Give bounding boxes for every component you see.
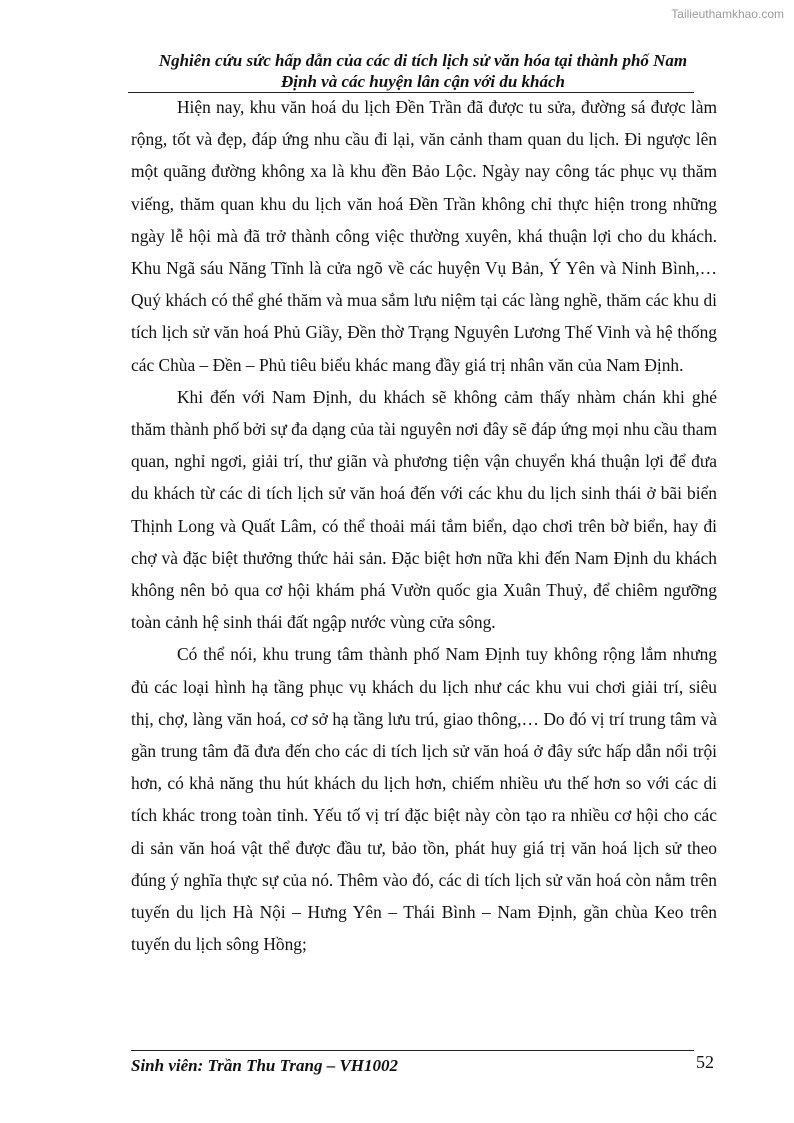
header-line-1: Nghiên cứu sức hấp dẫn của các di tích lịch sử văn hóa tại thành phố Nam — [158, 51, 688, 70]
paragraph-1: Hiện nay, khu văn hoá du lịch Đền Trần đã được tu sửa, đường sá được làm rộng, tốt và đẹp, đáp ứng nhu cầu đi lại, văn cảnh tham quan du lịch. Đi ngược lên một quãng đường không xa là khu đền Bảo Lộc. Ngày nay công tác phục vụ thăm viếng, thăm quan khu du lịch văn hoá Đền Trần không chỉ thực hiện trong những ngày lễ hội mà đã trở thành công việc thường xuyên, khá thuận lợi cho du khách. Khu Ngã sáu Năng Tĩnh là cửa ngõ về các huyện Vụ Bản, Ý Yên và Ninh Bình,… Quý khách có thể ghé thăm và mua sắm lưu niệm tại các làng nghề, thăm các khu di tích lịch sử văn hoá Phủ Giầy, Đền thờ Trạng Nguyên Lương Thế Vinh và hệ thống các Chùa – Đền – Phủ tiêu biểu khác mang đầy giá trị nhân văn của Nam Định. — [131, 97, 717, 375]
footer-divider — [131, 1050, 694, 1051]
paragraph-3: Có thể nói, khu trung tâm thành phố Nam Định tuy không rộng lắm nhưng đủ các loại hình hạ tầng phục vụ khách du lịch như các khu vui chơi giải trí, siêu thị, chợ, làng văn hoá, cơ sở hạ tầng lưu trú, giao thông,… Do đó vị trí trung tâm và gần trung tâm đã đưa đến cho các di tích lịch sử văn hoá ở đây sức hấp dẫn nổi trội hơn, có khả năng thu hút khách du lịch hơn, chiếm nhiều ưu thế hơn so với các di tích khác trong toàn tỉnh. Yếu tố vị trí đặc biệt này còn tạo ra nhiều cơ hội cho các di sản văn hoá vật thể được đầu tư, bảo tồn, phát huy giá trị văn hoá lịch sử theo đúng ý nghĩa thực sự của nó. Thêm vào đó, các di tích lịch sử văn hoá còn nằm trên tuyến du lịch Hà Nội – Hưng Yên – Thái Bình – Nam Định, gần chùa Keo trên tuyến du lịch sông Hồng; — [131, 644, 717, 955]
paragraph-2: Khi đến với Nam Định, du khách sẽ không cảm thấy nhàm chán khi ghé thăm thành phố bởi sự đa dạng của tài nguyên nơi đây sẽ đáp ứng mọi nhu cầu tham quan, nghỉ ngơi, giải trí, thư giãn và phương tiện vận chuyển khá thuận lợi để đưa du khách từ các di tích lịch sử văn hoá đến với các khu du lịch sinh thái ở bãi biển Thịnh Long và Quất Lâm, có thể thoải mái tắm biển, dạo chơi trên bờ biển, hay đi chợ và đặc biệt thưởng thức hải sản. Đặc biệt hơn nữa khi đến Nam Định du khách không nên bỏ qua cơ hội khám phá Vườn quốc gia Xuân Thuỷ, để chiêm ngưỡng toàn cảnh hệ sinh thái đất ngập nước vùng cửa sông. — [131, 386, 717, 633]
document-body — [131, 91, 717, 960]
watermark-text: Tailieuthamkhao.com — [671, 7, 784, 21]
page-number: 52 — [696, 1052, 714, 1072]
running-header — [128, 50, 718, 92]
header-line-2: Định và các huyện lân cận với du khách — [281, 72, 565, 91]
footer-author: Sinh viên: Trần Thu Trang – VH1002 — [131, 1056, 399, 1075]
